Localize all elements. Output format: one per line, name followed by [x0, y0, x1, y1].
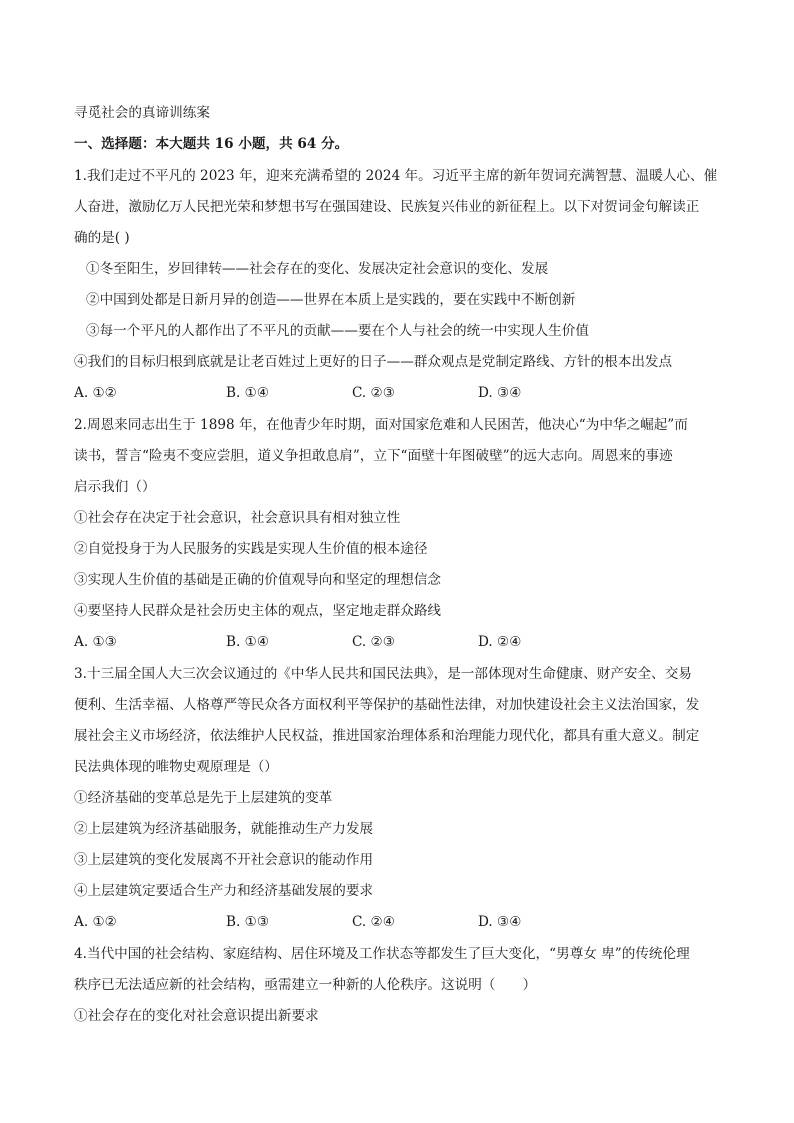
statement-item: ③每一个平凡的人都作出了不平凡的贡献——要在个人与社会的统一中实现人生价值 — [86, 323, 589, 339]
document-title: 寻觅社会的真谛训练案 — [74, 105, 210, 121]
question-stem-line: 民法典体现的唯物史观原理是（） — [74, 759, 278, 775]
option-b: B. ①④ — [226, 634, 270, 650]
statement-item: ④上层建筑定要适合生产力和经济基础发展的要求 — [74, 883, 374, 899]
statement-item: ①社会存在的变化对社会意识提出新要求 — [74, 1008, 319, 1024]
question-stem-line: 4.当代中国的社会结构、家庭结构、居住环境及工作状态等都发生了巨大变化，“男尊女 卑”的传统伦理 — [74, 946, 690, 962]
question-stem-line: 读书，誓言“险夷不变应尝胆，道义争担敢息肩”，立下“面壁十年图破壁”的远大志向。周恩来的事迹 — [74, 448, 673, 464]
question-stem-line: 2.周恩来同志出生于 1898 年，在他青少年时期，面对国家危难和人民困苦，他决心“为中华之崛起”而 — [74, 417, 688, 433]
statement-item: ①冬至阳生，岁回律转——社会存在的变化、发展决定社会意识的变化、发展 — [86, 261, 549, 277]
option-c: C. ②④ — [352, 914, 395, 930]
statement-item: ③实现人生价值的基础是正确的价值观导向和坚定的理想信念 — [74, 572, 442, 588]
answer-options — [74, 383, 724, 403]
question-stem-line: 确的是( ) — [74, 230, 130, 246]
option-b: B. ①③ — [226, 914, 270, 930]
option-a: A. ①② — [74, 385, 117, 401]
option-c: C. ②③ — [352, 634, 395, 650]
option-d: D. ③④ — [478, 385, 522, 401]
question-stem-line: 便利、生活幸福、人格尊严等民众各方面权利平等保护的基础性法律，对加快建设社会主义法治国家，发 — [74, 697, 700, 713]
statement-item: ②自觉投身于为人民服务的实践是实现人生价值的根本途径 — [74, 541, 428, 557]
statement-item: ③上层建筑的变化发展离不开社会意识的能动作用 — [74, 852, 374, 868]
answer-options — [74, 632, 724, 652]
question-stem-line: 1.我们走过不平凡的 2023 年，迎来充满希望的 2024 年。习近平主席的新年贺词充满智慧、温暖人心、催 — [74, 168, 718, 184]
question-stem-line: 展社会主义市场经济，依法维护人民权益，推进国家治理体系和治理能力现代化，都具有重大意义。制定 — [74, 728, 700, 744]
statement-item: ④要坚持人民群众是社会历史主体的观点，坚定地走群众路线 — [74, 603, 442, 619]
option-d: D. ②④ — [478, 634, 522, 650]
option-a: A. ①② — [74, 914, 117, 930]
question-stem-line: 人奋进，激励亿万人民把光荣和梦想书写在强国建设、民族复兴伟业的新征程上。以下对贺词金句解读正 — [74, 199, 700, 215]
option-c: C. ②③ — [352, 385, 395, 401]
question-stem-line: 启示我们（） — [74, 479, 156, 495]
question-stem-line: 3.十三届全国人大三次会议通过的《中华人民共和国民法典》，是一部体现对生命健康、财产安全、交易 — [74, 666, 692, 682]
section-heading: 一、选择题：本大题共 16 小题，共 64 分。 — [74, 136, 349, 152]
statement-item: ②中国到处都是日新月异的创造——世界在本质上是实践的，要在实践中不断创新 — [86, 292, 576, 308]
statement-item: ②上层建筑为经济基础服务，就能推动生产力发展 — [74, 821, 374, 837]
statement-item: ④我们的目标归根到底就是让老百姓过上更好的日子——群众观点是党制定路线、方针的根本出发点 — [74, 354, 673, 370]
statement-item: ①经济基础的变革总是先于上层建筑的变革 — [74, 790, 333, 806]
option-d: D. ③④ — [478, 914, 522, 930]
answer-options — [74, 912, 724, 932]
statement-item: ①社会存在决定于社会意识，社会意识具有相对独立性 — [74, 510, 401, 526]
option-a: A. ①③ — [74, 634, 117, 650]
option-b: B. ①④ — [226, 385, 270, 401]
question-stem-line: 秩序已无法适应新的社会结构，亟需建立一种新的人伦秩序。这说明（ ） — [74, 977, 537, 993]
